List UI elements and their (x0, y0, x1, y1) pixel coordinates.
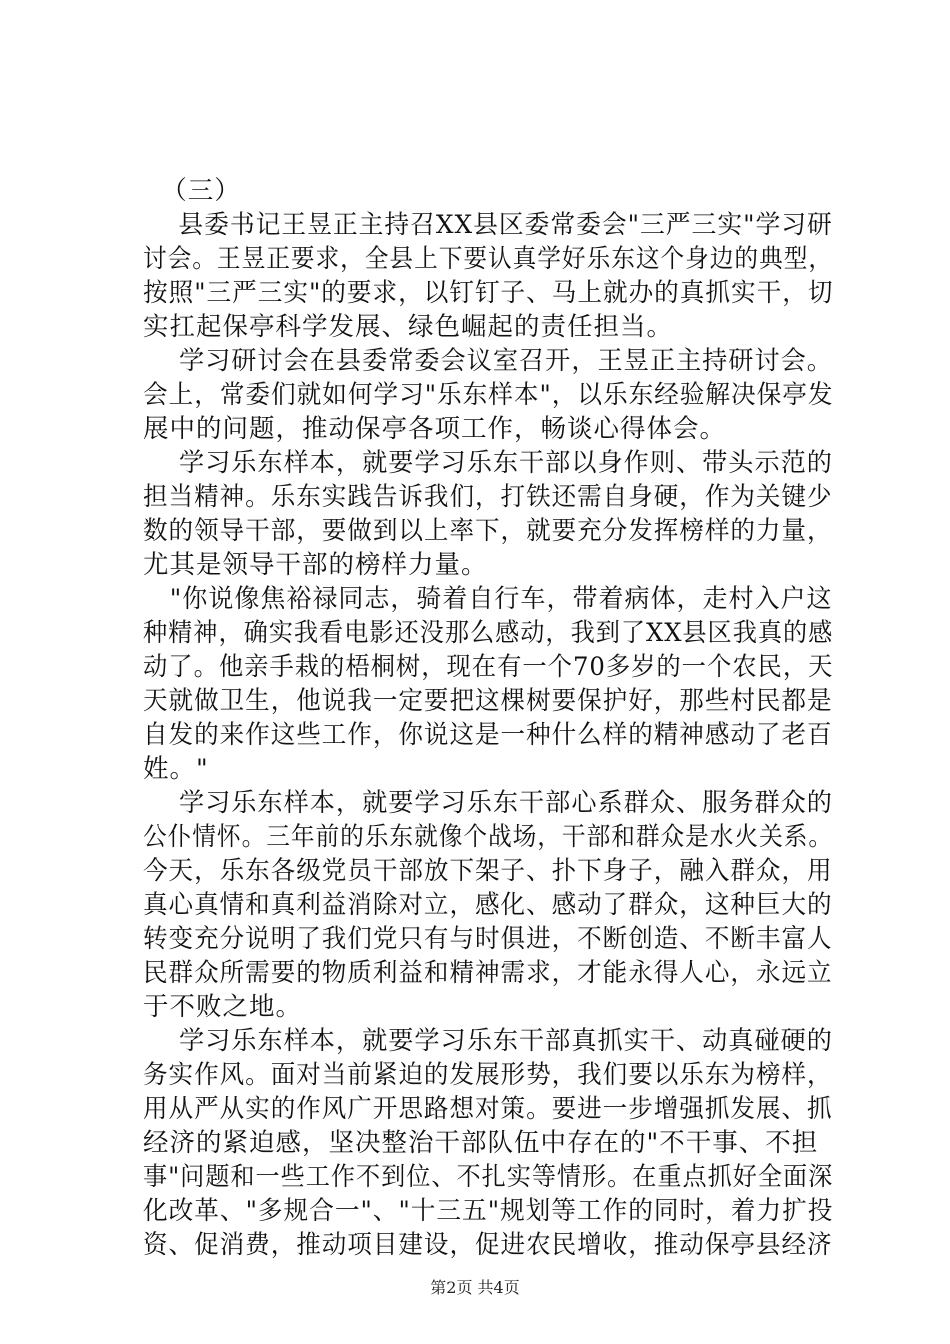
paragraph-line: 务实作风。面对当前紧迫的发展形势，我们要以乐东为榜样， (143, 1060, 833, 1090)
paragraph-line: 真心真情和真利益消除对立，感化、感动了群众，这种巨大的 (143, 890, 833, 920)
paragraph-line: 资、促消费，推动项目建设，促进农民增收，推动保亭县经济 (143, 1230, 833, 1260)
paragraph-line: 经济的紧迫感，坚决整治干部队伍中存在的"不干事、不担 (143, 1128, 819, 1158)
paragraph-line: 种精神，确实我看电影还没那么感动，我到了XX县区我真的感 (143, 618, 834, 648)
paragraph-line: 天就做卫生，他说我一定要把这棵树要保护好，那些村民都是 (143, 686, 833, 716)
paragraph-line: 实扛起保亭科学发展、绿色崛起的责任担当。 (143, 312, 674, 342)
paragraph-line: 县委书记王昱正主持召XX县区委常委会"三严三实"学习研 (143, 210, 833, 240)
paragraph-line: "你说像焦裕禄同志，骑着自行车，带着病体，走村入户这 (143, 584, 833, 614)
paragraph-line: 民群众所需要的物质利益和精神需求，才能永得人心，永远立 (143, 958, 833, 988)
paragraph-line: 动了。他亲手栽的梧桐树，现在有一个70多岁的一个农民，天 (143, 652, 834, 682)
paragraph-line: 姓。" (143, 754, 209, 784)
paragraph-line: 学习乐东样本，就要学习乐东干部心系群众、服务群众的 (143, 788, 833, 818)
section-heading: （三） (143, 176, 241, 206)
paragraph-line: 事"问题和一些工作不到位、不扎实等情形。在重点抓好全面深 (143, 1162, 834, 1192)
paragraph-line: 转变充分说明了我们党只有与时俱进，不断创造、不断丰富人 (143, 924, 833, 954)
paragraph-line: 会上，常委们就如何学习"乐东样本"，以乐东经验解决保亭发 (143, 380, 834, 410)
paragraph-line: 展中的问题，推动保亭各项工作，畅谈心得体会。 (143, 414, 727, 444)
paragraph-line: 公仆情怀。三年前的乐东就像个战场，干部和群众是水火关系。 (143, 822, 834, 852)
paragraph-line: 学习研讨会在县委常委会议室召开，王昱正主持研讨会。 (143, 346, 833, 376)
paragraph-line: 用从严从实的作风广开思路想对策。要进一步增强抓发展、抓 (143, 1094, 833, 1124)
paragraph-line: 学习乐东样本，就要学习乐东干部真抓实干、动真碰硬的 (143, 1026, 833, 1056)
paragraph-line: 讨会。王昱正要求，全县上下要认真学好乐东这个身边的典型， (143, 244, 834, 274)
paragraph-line: 自发的来作这些工作，你说这是一种什么样的精神感动了老百 (143, 720, 833, 750)
paragraph-line: 尤其是领导干部的榜样力量。 (143, 550, 488, 580)
page-number-footer: 第2页 共4页 (430, 1278, 520, 1297)
paragraph-line: 今天，乐东各级党员干部放下架子、扑下身子，融入群众，用 (143, 856, 833, 886)
paragraph-line: 按照"三严三实"的要求，以钉钉子、马上就办的真抓实干，切 (143, 278, 834, 308)
paragraph-line: 学习乐东样本，就要学习乐东干部以身作则、带头示范的 (143, 448, 833, 478)
paragraph-line: 担当精神。乐东实践告诉我们，打铁还需自身硬，作为关键少 (143, 482, 833, 512)
paragraph-line: 于不败之地。 (143, 992, 303, 1022)
paragraph-line: 数的领导干部，要做到以上率下，就要充分发挥榜样的力量， (143, 516, 833, 546)
paragraph-line: 化改革、"多规合一"、"十三五"规划等工作的同时，着力扩投 (143, 1196, 834, 1226)
